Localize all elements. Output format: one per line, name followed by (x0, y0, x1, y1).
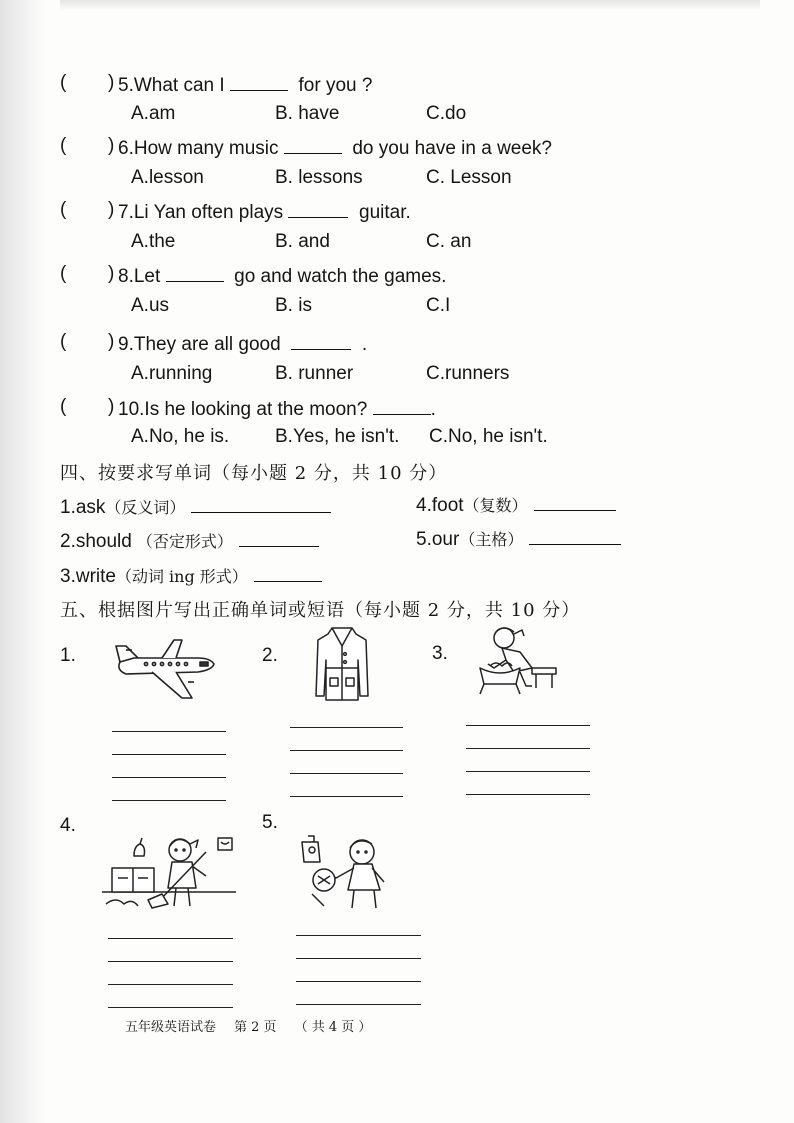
answer-paren-close: ) (108, 199, 115, 220)
section-4-title: 四、按要求写单词（每小题 2 分，共 10 分） (60, 463, 448, 484)
fill-blank[interactable] (191, 494, 331, 513)
answer-line[interactable] (108, 984, 233, 985)
answer-line[interactable] (290, 796, 403, 797)
picture-number: 3. (432, 643, 448, 664)
option-b: B. have (275, 103, 340, 124)
answer-line[interactable] (296, 981, 421, 982)
question-stem (118, 135, 552, 160)
page-number: 第 2 页 (234, 1020, 277, 1035)
question-number: 7. (118, 202, 134, 223)
option-c: C.I (426, 295, 451, 316)
fill-word: 4.foot (416, 495, 464, 516)
question-stem (118, 263, 446, 288)
answer-line[interactable] (108, 1007, 233, 1008)
fill-item-4 (416, 492, 616, 517)
question-text-post: do you have in a week? (352, 138, 552, 159)
answer-paren-open: ( (60, 331, 67, 352)
question-stem (118, 396, 436, 421)
picture-number: 2. (262, 645, 278, 666)
answer-line[interactable] (112, 777, 226, 778)
answer-line[interactable] (108, 961, 233, 962)
answer-line[interactable] (290, 750, 403, 751)
answer-paren-close: ) (108, 396, 115, 417)
picture-number: 1. (60, 645, 76, 666)
question-text-pre: They are all good (133, 334, 281, 355)
question-number: 6. (118, 138, 134, 159)
answer-line[interactable] (466, 725, 590, 726)
answer-line[interactable] (112, 754, 226, 755)
option-c: C.do (426, 103, 467, 124)
picture-number: 5. (262, 812, 278, 833)
option-a: A.No, he is. (131, 426, 230, 447)
option-a: A.us (131, 295, 170, 316)
page-total: （ 共 4 页 ） (294, 1020, 372, 1035)
option-c: C.No, he isn't. (429, 426, 548, 447)
section-5-title: 五、根据图片写出正确单词或短语（每小题 2 分，共 10 分） (60, 600, 581, 621)
fill-item-2 (60, 528, 319, 553)
answer-line[interactable] (466, 794, 590, 795)
answer-paren-close: ) (108, 135, 115, 156)
fill-blank[interactable] (529, 526, 621, 545)
answer-blank[interactable] (373, 396, 431, 415)
question-text-pre: What can I (133, 75, 225, 96)
question-text-post: . (361, 334, 368, 355)
option-b: B. runner (275, 363, 354, 384)
fill-word: 5.our (416, 529, 460, 550)
airplane-icon (112, 632, 218, 711)
answer-line[interactable] (290, 727, 403, 728)
fill-hint: （主格） (459, 530, 524, 549)
answer-line[interactable] (466, 771, 590, 772)
question-number: 5. (118, 75, 134, 96)
page-footer (125, 1016, 389, 1035)
question-stem (118, 331, 367, 356)
fill-word: 1.ask (60, 497, 106, 518)
fill-word: 2.should (60, 531, 132, 552)
fill-blank[interactable] (254, 563, 322, 582)
fill-hint: （否定形式） (131, 532, 233, 551)
fill-blank[interactable] (239, 528, 319, 547)
question-stem (118, 72, 372, 97)
picture-number: 4. (60, 815, 76, 836)
scan-top-shadow (60, 0, 760, 10)
option-c: C.runners (426, 363, 510, 384)
question-text-pre: Let (133, 266, 161, 287)
answer-paren-open: ( (60, 199, 67, 220)
coat-icon (312, 624, 372, 709)
fill-item-1 (60, 494, 331, 519)
option-c: C. Lesson (426, 167, 512, 188)
fill-hint: （动词 ing 形式） (115, 567, 248, 586)
question-number: 8. (118, 266, 134, 287)
girl-washing-clothes-icon (470, 624, 566, 705)
answer-line[interactable] (296, 1004, 421, 1005)
girl-cleaning-icon (298, 832, 394, 921)
question-text-post: . (430, 399, 436, 420)
answer-line[interactable] (290, 773, 403, 774)
question-text-pre: How many music (133, 138, 279, 159)
option-a: A.the (131, 231, 176, 252)
scan-edge-shadow (0, 0, 48, 1123)
answer-line[interactable] (108, 938, 233, 939)
option-a: A.lesson (131, 167, 204, 188)
answer-line[interactable] (112, 800, 226, 801)
answer-line[interactable] (466, 748, 590, 749)
fill-word: 3.write (60, 566, 116, 587)
answer-paren-open: ( (60, 263, 67, 284)
answer-paren-open: ( (60, 135, 67, 156)
question-stem (118, 199, 411, 224)
answer-line[interactable] (112, 731, 226, 732)
option-b: B. lessons (275, 167, 363, 188)
exam-name: 五年级英语试卷 (125, 1020, 217, 1035)
answer-line[interactable] (296, 935, 421, 936)
answer-blank[interactable] (230, 72, 288, 91)
question-text-post: guitar. (359, 202, 411, 223)
answer-blank[interactable] (291, 331, 351, 350)
answer-blank[interactable] (288, 199, 348, 218)
option-b: B. is (275, 295, 312, 316)
answer-blank[interactable] (166, 263, 224, 282)
girl-sweeping-floor-icon (102, 832, 236, 921)
answer-paren-close: ) (108, 263, 115, 284)
question-text-pre: Li Yan often plays (133, 202, 284, 223)
option-b: B.Yes, he isn't. (275, 426, 400, 447)
question-number: 10. (118, 399, 145, 420)
fill-hint: （反义词） (105, 498, 186, 517)
answer-paren-close: ) (108, 331, 115, 352)
fill-hint: （复数） (463, 496, 528, 515)
fill-blank[interactable] (534, 492, 616, 511)
option-a: A.am (131, 103, 176, 124)
question-number: 9. (118, 334, 134, 355)
answer-paren-open: ( (60, 72, 67, 93)
fill-item-3 (60, 563, 322, 588)
question-text-pre: Is he looking at the moon? (144, 399, 368, 420)
fill-item-5 (416, 526, 621, 551)
answer-paren-open: ( (60, 396, 67, 417)
option-a: A.running (131, 363, 213, 384)
answer-line[interactable] (296, 958, 421, 959)
answer-blank[interactable] (284, 135, 342, 154)
question-text-post: for you ? (298, 75, 373, 96)
question-text-post: go and watch the games. (234, 266, 447, 287)
option-b: B. and (275, 231, 330, 252)
option-c: C. an (426, 231, 472, 252)
answer-paren-close: ) (108, 72, 115, 93)
